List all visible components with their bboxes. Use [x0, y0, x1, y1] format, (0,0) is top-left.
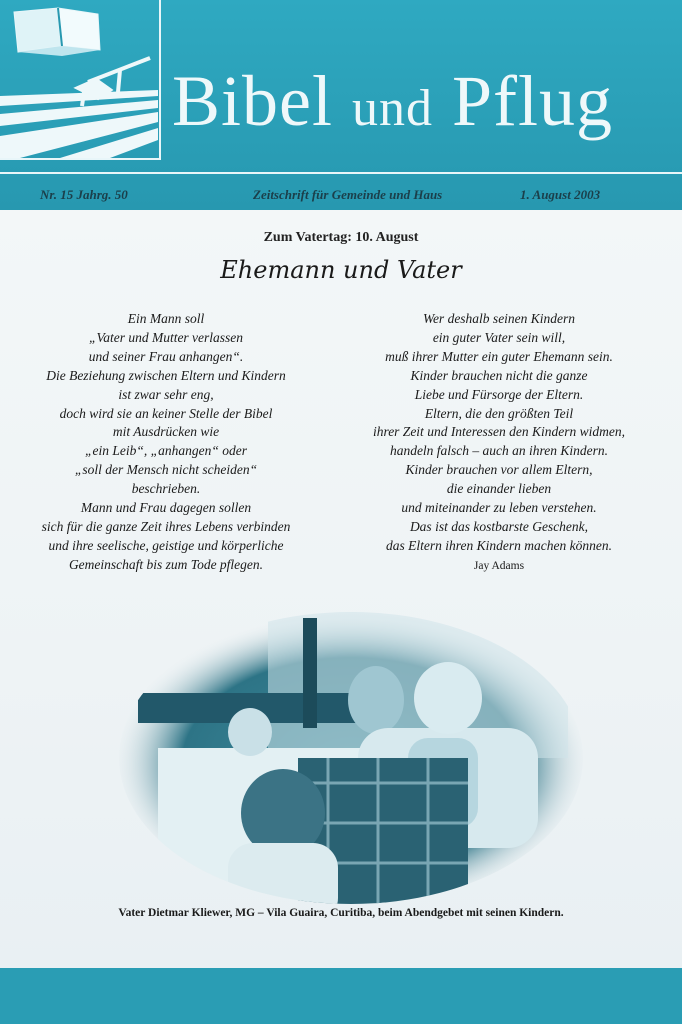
sleeping-child — [228, 708, 272, 756]
poem-line: muß ihrer Mutter ein guter Ehemann sein. — [385, 348, 613, 364]
poem-line: Mann und Frau dagegen sollen — [80, 500, 252, 516]
family-prayer-photo — [118, 608, 584, 904]
poem-line: „soll der Mensch nicht scheiden“ — [74, 462, 258, 478]
page-content — [0, 210, 682, 968]
issue-info-bar — [0, 178, 682, 208]
furrow-field-icon — [0, 90, 158, 158]
title-word-pflug: Pflug — [452, 61, 614, 141]
poem-line: Eltern, die den größten Teil — [424, 405, 574, 421]
poem-line: ist zwar sehr eng, — [118, 386, 214, 402]
issue-date: 1. August 2003 — [520, 187, 601, 202]
boy-shirt — [228, 843, 338, 904]
photo-illustration — [118, 608, 584, 904]
issue-number: Nr. 15 Jahrg. 50 — [40, 187, 128, 202]
header-rule — [0, 172, 682, 174]
poem-line: Kinder brauchen nicht die ganze — [410, 367, 588, 383]
title-word-und: und — [352, 80, 433, 137]
poem-line: Ein Mann soll — [127, 311, 205, 326]
poem-line: und ihre seelische, geistige und körperliche — [48, 537, 284, 553]
logo-graphic — [0, 0, 161, 160]
toddler-head — [414, 662, 482, 734]
photo-caption: Vater Dietmar Kliewer, MG – Vila Guaira, Curitiba, beim Abendgebet mit seinen Kindern. — [118, 907, 564, 919]
poem-line: „ein Leib“, „anhangen“ oder — [84, 443, 247, 459]
poem-line: die einander lieben — [446, 481, 552, 497]
poem-line: handeln falsch – auch an ihren Kindern. — [389, 443, 609, 459]
poem-line: beschrieben. — [131, 481, 201, 497]
poem-line: doch wird sie an keiner Stelle der Bibel — [59, 405, 273, 421]
article-kicker: Zum Vatertag: 10. August — [263, 230, 419, 245]
magazine-title — [172, 60, 613, 143]
open-book-icon — [14, 8, 100, 56]
poem-line: das Eltern ihren Kindern machen können. — [386, 537, 612, 553]
poem-line: Wer deshalb seinen Kindern — [422, 311, 576, 326]
poem-right-column — [336, 310, 662, 576]
poem-left-column — [6, 310, 326, 575]
magazine-header — [0, 0, 682, 210]
poem-line: und miteinander zu leben verstehen. — [401, 500, 597, 516]
poem-line: Die Beziehung zwischen Eltern und Kindern — [46, 367, 286, 383]
magazine-subtitle: Zeitschrift für Gemeinde und Haus — [253, 187, 443, 202]
poem-line: „Vater und Mutter verlassen — [88, 329, 244, 345]
poem-line: ein guter Vater sein will, — [432, 329, 566, 345]
poem-line: Kinder brauchen vor allem Eltern, — [405, 462, 593, 478]
title-word-bibel: Bibel — [172, 61, 333, 141]
footer-band — [0, 968, 682, 1024]
poem-line: und seiner Frau anhangen“. — [88, 348, 244, 364]
poem-line: sich für die ganze Zeit ihres Lebens verbinden — [41, 518, 291, 534]
article-title: Ehemann und Vater — [220, 256, 462, 284]
bible-plough-logo — [0, 0, 161, 160]
poem-line: Gemeinschaft bis zum Tode pflegen. — [68, 556, 264, 572]
poem-author: Jay Adams — [473, 559, 525, 572]
poem-line: Das ist das kostbarste Geschenk, — [409, 518, 589, 534]
poem-line: Liebe und Fürsorge der Eltern. — [414, 386, 584, 402]
poem-line: mit Ausdrücken wie — [112, 424, 220, 440]
poem-line: ihrer Zeit und Interessen den Kindern widmen, — [372, 424, 626, 440]
father-head — [348, 666, 404, 734]
